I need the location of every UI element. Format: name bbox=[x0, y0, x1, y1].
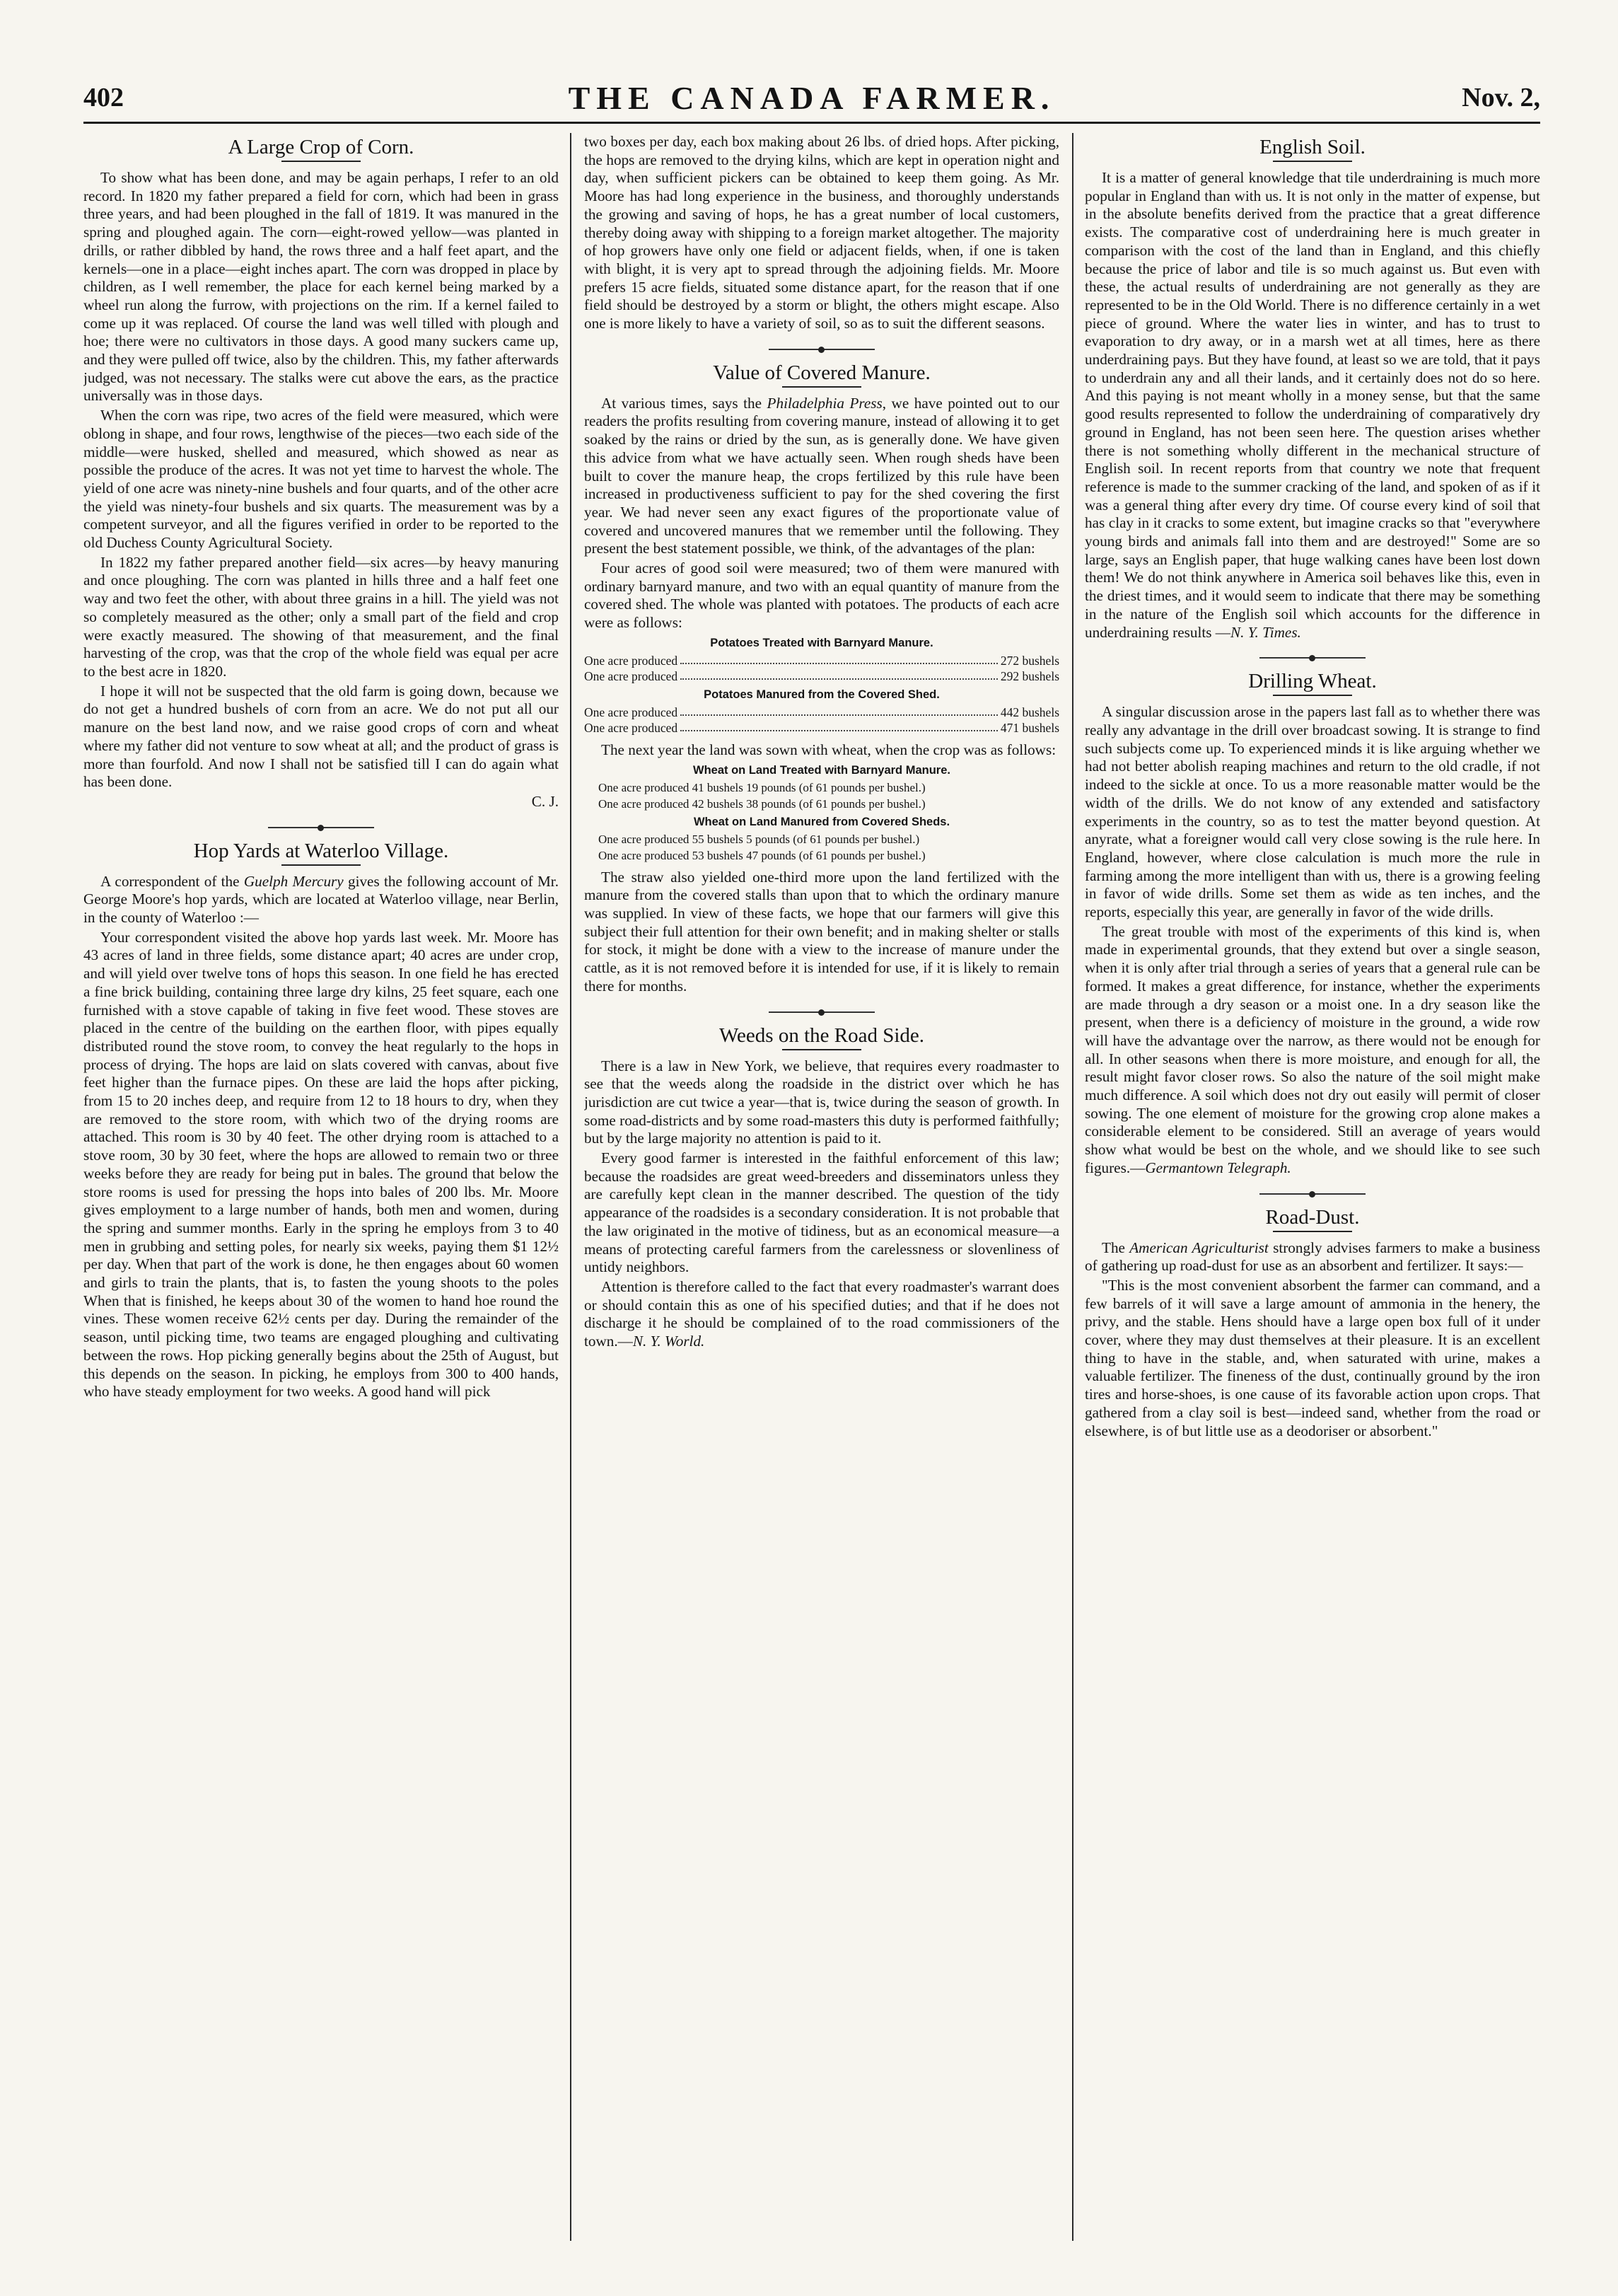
source-name: Philadelphia Press bbox=[767, 394, 883, 412]
article-title: Weeds on the Road Side. bbox=[718, 1024, 925, 1047]
title-rule bbox=[782, 1049, 861, 1050]
table-row: One acre produced 292 bushels bbox=[584, 668, 1059, 683]
section-divider bbox=[769, 1011, 875, 1017]
table-row: One acre produced 53 bushels 47 pounds (of 61 pounds per bushel.) bbox=[598, 848, 926, 862]
paragraph: Attention is therefore called to the fact that every roadmaster's warrant does or should contain this as one of his specified duties; and that if he does not discharge it he should be complained of to the road commissioners of the town.—N. Y. World. bbox=[584, 1277, 1059, 1350]
column-rule bbox=[570, 133, 571, 2241]
title-rule bbox=[1273, 161, 1352, 162]
table-row: One acre produced 471 bushels bbox=[584, 720, 1059, 735]
table-row: One acre produced 272 bushels bbox=[584, 653, 1059, 668]
source-name: Germantown Telegraph. bbox=[1145, 1159, 1291, 1176]
article-title: Road-Dust. bbox=[1265, 1205, 1360, 1229]
article-title: English Soil. bbox=[1259, 136, 1366, 158]
article-title: Hop Yards at Waterloo Village. bbox=[193, 839, 449, 862]
title-rule bbox=[1273, 1231, 1352, 1232]
column-2 bbox=[584, 133, 1059, 2241]
paragraph: It is a matter of general knowledge that tile underdraining is much more popular in England than with us. It is not only in the matter of expense, but in the absolute benefits derived from the practice that a great difference exists. The comparative cost of underdraining here is much greater in comparison with the cost of the land than in England, and this chiefly because the price of labor and tile is so much against us. But even with these, the actual results of underdraining are not generally as they are represented to be in the Old World. There is no difference certainly in a wet piece of ground. Where the water lies in winter, and has to trust to evaporation to dry away, or in a marsh wet at all times, here as there underdraining pays. But they have found, at least so we are told, that it pays to underdrain any and all their lands, and it certainly does not do so here. And this paying is not meant wholly in a money sense, but that the same good results represented to follow the underdraining of comparatively dry ground in England, has not been seen here. The question arises whether there is not something wholly different in the mechanical structure of English soil. In recent reports from that country we note that frequent reference is made to the summer cracking of the land, and spoken of as if it was a general thing after every dry time. Of course every kind of soil that has clay in it cracks to some extent, but imagine cracks so that "everywhere young birds and animals fall into them and are destroyed!" Some are so large, says an English paper, that huge walking canes have been lost down them! We do not think anywhere in America soil behaves like this, even in the driest times, and it would seem to indicate that there may be something in the nature of the English soil which accounts for the difference in underdraining results —N. Y. Times. bbox=[1085, 169, 1540, 641]
table-row: One acre produced 42 bushels 38 pounds (of 61 pounds per bushel.) bbox=[598, 796, 926, 811]
paragraph: In 1822 my father prepared another field—six acres—by heavy manuring and once ploughing. The corn was planted in hills three and a half feet one way and two feet the other, with about three grains in a hill. The yield was not so completely measured as the other; only a small part of the field and crop were exactly measured. The showing of that measurement, and the final harvesting of the crop, was that the crop of the whole field was equal per acre to the best acre in 1820. bbox=[83, 553, 559, 680]
title-rule bbox=[281, 864, 361, 866]
paragraph: The American Agriculturist strongly advises farmers to make a business of gathering up road-dust for use as an absorbent and fertilizer. It says:— bbox=[1085, 1239, 1540, 1275]
table-heading: Potatoes Manured from the Covered Shed. bbox=[704, 688, 940, 701]
masthead bbox=[83, 79, 1540, 124]
paragraph: The straw also yielded one-third more upon the land fertilized with the manure from the covered stalls than upon that to which the ordinary manure was supplied. In view of these facts, we hope that our farmers will give this subject their full attention for their own benefit; and in making shelter or stalls for stock, it might be done with a view to the increase of manure under the cattle, as it is not removed before it is intended for use, if it is likely to remain there for months. bbox=[584, 868, 1059, 995]
table-heading: Potatoes Treated with Barnyard Manure. bbox=[710, 636, 933, 649]
section-divider bbox=[1259, 1193, 1366, 1199]
article-title: A Large Crop of Corn. bbox=[228, 136, 414, 158]
table-row: One acre produced 55 bushels 5 pounds (of 61 pounds per bushel.) bbox=[598, 832, 920, 846]
paragraph: "This is the most convenient absorbent the farmer can command, and a few barrels of it will save a large amount of ammonia in the henery, the privy, and the stable. Hens should have a large open box full of it under cover, where they may dust themselves at their pleasure. It is an excellent thing to have in the stable, and, when saturated with urine, makes a valuable fertilizer. The fineness of the dust, continually ground by the iron tires and horse-shoes, is one cause of its favorable action upon crops. That gathered from a clay soil is best—indeed sand, whether from the road or elsewhere, is of but little use as a deodoriser or absorbent." bbox=[1085, 1276, 1540, 1439]
signature: C. J. bbox=[531, 792, 559, 810]
paragraph: The great trouble with most of the experiments of this kind is, when made in experimental grounds, that they extend but over a single season, when it is only after trial through a series of years that a general rule can be formed. It makes a great difference, for instance, whether the experiments are made through a dry season or a moist one. In a dry season like the present, when there is a deficiency of moisture in the ground, a wide row will have the advantage over the narrow, as there would not be enough for all. In other seasons when there is more moisture, and enough for all, the result might favor closer rows. So also the nature of the soil might make much difference. A soil which does not dry out easily will permit of closer sowing. The one element of moisture for the growing crop alone makes a considerable element to be considered. Still an average of years would show what would be best on the whole, and we should like to see such figures.—Germantown Telegraph. bbox=[1085, 922, 1540, 1176]
source-name: American Agriculturist bbox=[1129, 1239, 1269, 1256]
paragraph: A correspondent of the Guelph Mercury gives the following account of Mr. George Moore's hop yards, which are located at Waterloo village, near Berlin, in the county of Waterloo :— bbox=[83, 872, 559, 927]
paragraph: To show what has been done, and may be again perhaps, I refer to an old record. In 1820 my father prepared a field for corn, which had been in grass three years, and had been ploughed in the fall of 1819. It was manured in the spring and ploughed again. The corn—eight-rowed yellow—was planted in drills, or rather dibbled by hand, the rows three and a half feet apart, and the kernels—one in a place—eight inches apart. The corn was dropped in place by children, as I well remember, the place for each kernel being marked by a wheel run along the furrow, with projections on the rim. If a kernel failed to come up it was replaced. Of course the land was well tilled with plough and hoe; there were no cultivators in those days. A good many suckers came up, and they were pulled off twice, also by the children. This, my father afterwards judged, was not necessary. The stalks were cut above the ears, as the practice universally was in those days. bbox=[83, 169, 559, 405]
article-title: Drilling Wheat. bbox=[1248, 670, 1377, 693]
newspaper-title: THE CANADA FARMER. bbox=[568, 80, 1056, 116]
paragraph: Four acres of good soil were measured; two of them were manured with ordinary barnyard manure, and two with an equal quantity of manure from the covered shed. The whole was planted with potatoes. The products of each acre were as follows: bbox=[584, 559, 1059, 632]
paragraph: A singular discussion arose in the papers last fall as to whether there was really any advantage in the drill over broadcast sowing. It is strange to find such subjects come up. To experienced minds it is like arguing whether we had not better abolish reaping machines and return to the old cradle, if not indeed to the sickle at once. To us a more reasonable matter would be the width of the drills. We do not know of any extended and satisfactory experiments in the country, so as to test the matter beyond question. At anyrate, what a foreigner would call very close sowing is the rule here. In England, however, where close calculation is much more the rule in farming among the more intelligent than with us, there is a growing feeling in favor of wide drills. Some set them as wide as ten inches, and the reports, especially this year, are generally in favor of the wide drills. bbox=[1085, 703, 1540, 921]
column-3 bbox=[1085, 133, 1540, 2241]
paragraph: When the corn was ripe, two acres of the field were measured, which were oblong in shape, and four rows, lengthwise of the pieces—two each side of the middle—were husked, shelled and measured, which showed as near as possible the produce of the acres. It was not yet time to harvest the whole. The yield of one acre was ninety-nine bushels and four quarts, and of the other acre the yield was ninety-four bushels and six quarts. The measurement was by a competent surveyor, and all the figures verified in order to be reported to the old Duchess County Agricultural Society. bbox=[83, 407, 559, 552]
section-divider bbox=[268, 827, 374, 833]
paragraph: two boxes per day, each box making about 26 lbs. of dried hops. After picking, the hops are removed to the drying kilns, which are kept in operation night and day, when sufficient pickers can be obtained to keep them going. As Mr. Moore has had long experience in the business, and thoroughly understands the growing and saving of hops, he has a great number of local customers, thereby doing away with shipping to a foreign market altogether. The majority of hop growers have only one field or adjacent fields, when, if one is taken with blight, it is very apt to spread through the adjoining fields. Mr. Moore prefers 15 acre fields, situated some distance apart, for the reason that if one field should be destroyed by a storm or blight, the others might escape. Also one is more likely to have a variety of soil, so as to suit the different seasons. bbox=[584, 133, 1059, 332]
section-divider bbox=[769, 349, 875, 354]
source-name: N. Y. Times. bbox=[1230, 623, 1301, 641]
title-rule bbox=[1273, 695, 1352, 696]
table-row: One acre produced 442 bushels bbox=[584, 705, 1059, 719]
paragraph: There is a law in New York, we believe, that requires every roadmaster to see that the weeds along the roadside in the district over which he has jurisdiction are cut twice a year—that is, twice during the season of growth. In some road-districts and by some road-masters this duty is performed faithfully; but by the large majority no attention is paid to it. bbox=[584, 1057, 1059, 1147]
table-row: One acre produced 41 bushels 19 pounds (of 61 pounds per bushel.) bbox=[598, 780, 926, 794]
title-rule bbox=[782, 386, 861, 388]
section-divider bbox=[1259, 657, 1366, 663]
title-rule bbox=[281, 161, 361, 162]
column-1 bbox=[83, 133, 559, 2241]
source-name: N. Y. World. bbox=[632, 1333, 705, 1350]
page-number: 402 bbox=[83, 83, 124, 112]
paragraph: Your correspondent visited the above hop yards last week. Mr. Moore has 43 acres of land in three fields, some distance apart; 40 acres are under crop, and will yield over twelve tons of hops this season. In one field he has erected a fine brick building, containing three large dry kilns, 25 feet square, each one furnished with a stove capable of taking in five feet wood. These stoves are placed in the centre of the building on the earthen floor, with pipes equally distributed round the stove room, to convey the heat regularly to the hops in process of drying. The hops are laid on slats covered with canvas, about five feet higher than the furnace pipes. On these are laid the hops after picking, from 15 to 20 inches deep, and require from 12 to 18 hours to dry, when they are removed to the store room, with which two of the drying rooms are attached. This room is 30 by 40 feet. The other drying room is attached to a stove room, 30 by 30 feet, where the hops are allowed to remain two or three weeks before they are ready for being put in bales. The ground that below the store rooms is used for pressing the hops into bales of 200 lbs. Mr. Moore gives employment to a large number of hands, both men and women, during the spring and summer months. Early in the spring he employs from 3 to 40 men in grubbing and setting poles, for nearly six weeks, paying them $1 12½ per day. When that part of the work is done, he then engages about 60 women and girls to train the plants, that is, to fasten the young shoots to the poles When that is finished, he keeps about 30 of the women to hand hoe round the vines. These women receive 62½ cents per day. During the remainder of the season, until picking time, two teams are engaged ploughing and cultivating between the rows. Hop picking generally begins about the 25th of August, but this depends on the season. In picking, he employs from 300 to 400 hands, who have steady employment for two weeks. A good hand will pick bbox=[83, 928, 559, 1401]
table-heading: Wheat on Land Treated with Barnyard Manure. bbox=[693, 763, 950, 777]
issue-date: Nov. 2, bbox=[1462, 83, 1540, 112]
source-name: Guelph Mercury bbox=[243, 872, 344, 890]
table-heading: Wheat on Land Manured from Covered Sheds. bbox=[693, 815, 950, 828]
paragraph: Every good farmer is interested in the faithful enforcement of this law; because the roadsides are great weed-breeders and disseminators unless they are carefully kept clean in the manner described. The question of the tidy appearance of the roadsides is a secondary consideration. It is not probable that the law originated in the motive of tidiness, but as an economical measure—a means of protecting careful farmers from the carelessness or slovenliness of untidy neighbors. bbox=[584, 1149, 1059, 1276]
article-title: Value of Covered Manure. bbox=[713, 361, 931, 384]
column-rule bbox=[1072, 133, 1073, 2241]
paragraph: At various times, says the Philadelphia Press, we have pointed out to our readers the profits resulting from covering manure, instead of allowing it to get soaked by the rains or dried by the sun, as is generally done. We have given this advice from what we have actually seen. When rough sheds have been built to cover the manure heap, the crops fertilized by this rule have been increased in productiveness sufficient to pay for the shed covering the first year. We had never seen any exact figures of the proportionate value of covered and uncovered manures that we remember until the following. They present the best statement possible, we think, of the advantages of the plan: bbox=[584, 394, 1059, 557]
paragraph: I hope it will not be suspected that the old farm is going down, because we do not get a hundred bushels of corn from an acre. We do not put all our manure on the best land now, and we raise good crops of corn and wheat where my father did not venture to sow wheat at all; and the product of grass is more than fourfold. And now I shall not be satisfied till I can do again what has been done. bbox=[83, 682, 559, 791]
paragraph: The next year the land was sown with wheat, when the crop was as follows: bbox=[601, 741, 1057, 758]
